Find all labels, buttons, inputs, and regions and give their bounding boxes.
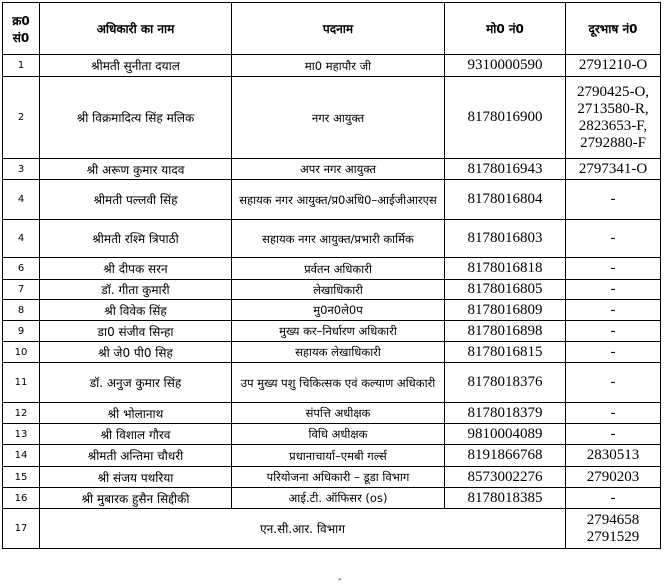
phone-cell (566, 300, 661, 321)
mobile-cell: 8178018376 (445, 363, 566, 403)
serial-number-cell: 14 (3, 445, 40, 467)
table-row (3, 159, 661, 180)
serial-number-cell: 4 (3, 180, 40, 220)
phone-cell (566, 180, 661, 220)
serial-number-cell: 17 (3, 509, 40, 549)
phone-line: 2830513 (586, 447, 640, 463)
serial-number-cell: 11 (3, 363, 40, 403)
officer-name-cell: श्री अरूण कुमार यादव (40, 159, 232, 180)
phone-line: 2791210-O (578, 57, 648, 73)
officer-name-cell: श्री दीपक सरन (40, 258, 232, 280)
officer-name-cell: डॉ. अनुज कुमार सिंह (40, 363, 232, 403)
phone-cell (566, 280, 661, 300)
table-row (3, 300, 661, 321)
serial-number-cell: 16 (3, 488, 40, 509)
designation-cell: प्रर्वतन अधिकारी (232, 258, 445, 280)
phone-cell (566, 342, 661, 363)
serial-number-cell: 10 (3, 342, 40, 363)
phone-line: - (610, 343, 616, 360)
officer-name-cell: श्री विवेक सिंह (40, 300, 232, 321)
phone-line: 2713580-R, (577, 100, 649, 117)
mobile-cell: 8178016900 (445, 77, 566, 159)
serial-number-cell: 6 (3, 258, 40, 280)
phone-cell (566, 55, 661, 77)
officer-name-cell: श्री विक्रमादित्य सिंह मलिक (40, 77, 232, 159)
serial-number-cell: 13 (3, 424, 40, 445)
phone-line: - (610, 374, 616, 390)
serial-number-cell: 3 (3, 159, 40, 180)
phone-line: 2792880-F (580, 134, 646, 151)
phone-cell (566, 77, 661, 159)
mobile-cell: 9310000590 (445, 55, 566, 77)
officer-name-cell: श्रीमती अन्तिमा चौधरी (40, 445, 232, 467)
designation-cell: सहायक लेखाधिकारी (232, 342, 445, 363)
mobile-cell: 8178016809 (445, 300, 566, 321)
table-row (3, 321, 661, 342)
table-row (3, 445, 661, 467)
phone-line: 2794658 (586, 511, 640, 528)
phone-line: 2790425-O, (576, 83, 650, 100)
designation-cell: संपत्ति अधीक्षक (232, 403, 445, 424)
serial-number-cell: 7 (3, 280, 40, 300)
phone-line: - (610, 404, 616, 421)
phone-line: - (610, 322, 616, 339)
table-row (3, 280, 661, 300)
serial-number-cell: 1 (3, 55, 40, 77)
mobile-cell: 9810004089 (445, 424, 566, 445)
phone-line: 2790203 (586, 468, 640, 485)
serial-number-cell: 2 (3, 77, 40, 159)
mobile-cell: 8178016803 (445, 220, 566, 258)
serial-number-cell: 12 (3, 403, 40, 424)
designation-cell: सहायक नगर आयुक्त/प्रभारी कार्मिक (232, 220, 445, 258)
officer-name-cell: श्री संजय पथरिया (40, 467, 232, 488)
designation-cell: परियोजना अधिकारी – डूडा विभाग (232, 467, 445, 488)
phone-line: - (610, 281, 616, 297)
officer-name-cell: डॉ. गीता कुमारी (40, 280, 232, 300)
designation-cell: लेखाधिकारी (232, 280, 445, 300)
header-serial-number (3, 3, 40, 55)
phone-cell (566, 488, 661, 509)
table-row (3, 363, 661, 403)
serial-number-cell: 4 (3, 220, 40, 258)
phone-cell (566, 258, 661, 280)
mobile-cell: 8573002276 (445, 467, 566, 488)
designation-cell: अपर नगर आयुक्त (232, 159, 445, 180)
designation-cell: प्रधानाचार्या–एमबी गर्ल्स (232, 445, 445, 467)
mobile-cell: 8178018379 (445, 403, 566, 424)
table-row (3, 467, 661, 488)
mobile-cell: 8178018385 (445, 488, 566, 509)
phone-cell (566, 159, 661, 180)
header-phone: दूरभाष नं0 (566, 3, 661, 55)
mobile-cell: 8178016815 (445, 342, 566, 363)
phone-line: - (610, 301, 616, 318)
phone-cell (566, 445, 661, 467)
phone-line: - (610, 191, 616, 207)
table-row (3, 180, 661, 220)
table-row (3, 77, 661, 159)
officer-name-cell: श्रीमती सुनीता दयाल (40, 55, 232, 77)
table-row (3, 424, 661, 445)
serial-number-cell: 15 (3, 467, 40, 488)
officer-name-cell: श्री भोलानाथ (40, 403, 232, 424)
table-row (3, 342, 661, 363)
header-mobile: मो0 नं0 (445, 3, 566, 55)
mobile-cell: 8178016804 (445, 180, 566, 220)
officer-name-cell: श्री विशाल गौरव (40, 424, 232, 445)
mobile-cell: 8178016805 (445, 280, 566, 300)
officer-name-cell: श्री मुबारक हुसैन सिद्दीकी (40, 488, 232, 509)
phone-line: 2823653-F, (578, 117, 648, 134)
mobile-cell: 8178016818 (445, 258, 566, 280)
header-officer-name: अधिकारी का नाम (40, 3, 232, 55)
header-designation: पदनाम (232, 3, 445, 55)
phone-line: - (610, 260, 616, 276)
phone-cell (566, 509, 661, 549)
phone-cell (566, 467, 661, 488)
phone-cell (566, 424, 661, 445)
table-row (3, 488, 661, 509)
phone-line: 2797341-O (578, 160, 648, 177)
designation-cell: विधि अधीक्षक (232, 424, 445, 445)
designation-cell: मुख्य कर–निर्धारण अधिकारी (232, 321, 445, 342)
designation-cell: आई.टी. ऑफिसर (os) (232, 488, 445, 509)
designation-cell: मा0 महापौर जी (232, 55, 445, 77)
table-body (3, 55, 661, 549)
phone-cell (566, 363, 661, 403)
officers-table (2, 2, 661, 549)
cut-off-text: - (338, 574, 342, 585)
phone-cell (566, 220, 661, 258)
officer-name-cell: श्री जे0 पी0 सिह (40, 342, 232, 363)
table-row (3, 220, 661, 258)
header-serial-line-1: क्र0 (12, 13, 30, 28)
officer-name-cell: डा0 संजीव सिन्हा (40, 321, 232, 342)
department-cell: एन.सी.आर. विभाग (40, 509, 566, 549)
mobile-cell: 8178016898 (445, 321, 566, 342)
phone-line: - (610, 425, 616, 442)
table-row (3, 55, 661, 77)
designation-cell: सहायक नगर आयुक्त/प्र0अधि0–आईजीआरएस (232, 180, 445, 220)
header-row (3, 3, 661, 55)
phone-line: 2791529 (586, 528, 640, 545)
designation-cell: नगर आयुक्त (232, 77, 445, 159)
header-serial-line-2: सं0 (12, 30, 30, 45)
officer-name-cell: श्रीमती पल्लवी सिंह (40, 180, 232, 220)
phone-line: - (610, 489, 616, 506)
serial-number-cell: 8 (3, 300, 40, 321)
phone-cell (566, 403, 661, 424)
mobile-cell: 8191866768 (445, 445, 566, 467)
phone-cell (566, 321, 661, 342)
table-row (3, 403, 661, 424)
table-row (3, 509, 661, 549)
officer-name-cell: श्रीमती रश्मि त्रिपाठी (40, 220, 232, 258)
serial-number-cell: 9 (3, 321, 40, 342)
table-row (3, 258, 661, 280)
phone-line: - (610, 230, 616, 246)
designation-cell: मु0न0ले0प (232, 300, 445, 321)
designation-cell: उप मुख्य पशु चिकित्सक एवं कल्याण अधिकारी (232, 363, 445, 403)
mobile-cell: 8178016943 (445, 159, 566, 180)
